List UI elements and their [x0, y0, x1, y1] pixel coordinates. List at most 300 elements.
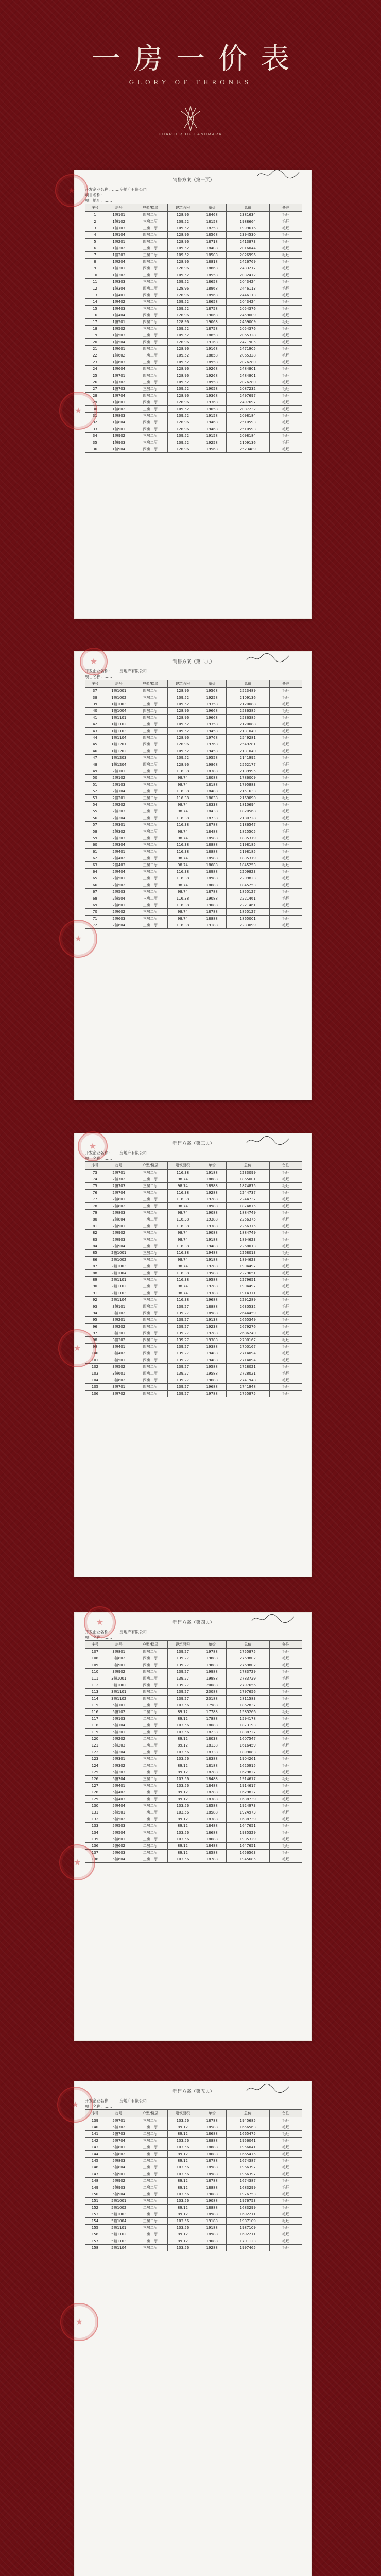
table-cell: 三房二厅 — [133, 1236, 167, 1243]
table-cell: 四房二厅 — [133, 1377, 167, 1384]
sheet-meta-line: 项目名称：…… — [85, 674, 112, 679]
table-cell: 三房二厅 — [133, 875, 167, 882]
table-cell: 6 — [85, 245, 105, 252]
table-row — [85, 1324, 302, 1330]
table-cell: 128.96 — [167, 292, 198, 299]
column-header: 单价 — [198, 204, 226, 212]
table-cell: 139.27 — [167, 1317, 198, 1324]
table-cell: 72 — [85, 922, 105, 929]
table-cell: 三房二厅 — [133, 795, 167, 802]
table-row — [85, 1330, 302, 1337]
table-row — [85, 1669, 302, 1675]
table-cell: 毛坯 — [269, 2171, 302, 2178]
table-cell: 1855127 — [226, 909, 269, 916]
table-cell: 三房二厅 — [133, 842, 167, 849]
table-cell: 四房二厅 — [133, 741, 167, 748]
table-cell: 毛坯 — [269, 245, 302, 252]
table-cell: 109.52 — [167, 332, 198, 339]
table-cell: 2549281 — [226, 741, 269, 748]
table-cell: 142 — [85, 2138, 105, 2144]
table-row — [85, 782, 302, 788]
table-cell: 2783729 — [226, 1675, 269, 1682]
table-cell: 二房二厅 — [133, 1796, 167, 1803]
table-cell: 3幢801 — [105, 1649, 133, 1655]
table-row — [85, 1850, 302, 1856]
table-cell: 1924973 — [226, 1809, 269, 1816]
table-cell: 1幢602 — [105, 352, 133, 359]
table-cell: 2549281 — [226, 735, 269, 741]
table-cell: 89.12 — [167, 1742, 198, 1749]
table-cell: 109.52 — [167, 748, 198, 755]
table-cell: 二房二厅 — [133, 1716, 167, 1722]
table-cell: 2233099 — [226, 922, 269, 929]
table-cell: 毛坯 — [269, 265, 302, 272]
table-cell: 109.52 — [167, 439, 198, 446]
table-cell: 2811583 — [226, 1696, 269, 1702]
table-cell: 毛坯 — [269, 446, 302, 453]
table-cell: 92 — [85, 1297, 105, 1303]
table-cell: 5幢802 — [105, 2151, 133, 2158]
sheet-meta-line: 项目名称：…… — [85, 2104, 112, 2109]
table-cell: 四房二厅 — [133, 715, 167, 721]
table-cell: 39 — [85, 701, 105, 708]
table-cell: 103.56 — [167, 1729, 198, 1736]
table-cell: 毛坯 — [269, 1769, 302, 1776]
table-cell: 毛坯 — [269, 1843, 302, 1850]
table-cell: 19388 — [198, 1344, 226, 1350]
table-row — [85, 1230, 302, 1236]
table-cell: 136 — [85, 1843, 105, 1850]
table-row — [85, 1736, 302, 1742]
table-cell: 毛坯 — [269, 2178, 302, 2184]
table-row — [85, 1190, 302, 1196]
table-cell: 四房二厅 — [133, 1669, 167, 1675]
table-row — [85, 225, 302, 232]
table-cell: 1674387 — [226, 2178, 269, 2184]
column-header: 户型/楼层 — [133, 1162, 167, 1170]
table-cell: 2幢104 — [105, 788, 133, 795]
table-row — [85, 426, 302, 433]
table-cell: 19088 — [198, 2238, 226, 2245]
table-cell: 139.27 — [167, 1384, 198, 1391]
table-row — [85, 875, 302, 882]
table-cell: 128.96 — [167, 319, 198, 326]
table-cell: 三房二厅 — [133, 2191, 167, 2198]
table-cell: 103.56 — [167, 2164, 198, 2171]
table-cell: 18968 — [198, 285, 226, 292]
sheet-title: 销售方案（第三页） — [172, 1141, 215, 1146]
table-cell: 5幢902 — [105, 2178, 133, 2184]
table-cell: 18488 — [198, 1823, 226, 1829]
table-cell: 156 — [85, 2231, 105, 2238]
table-cell: 18588 — [198, 2124, 226, 2131]
table-cell: 13 — [85, 292, 105, 299]
table-cell: 三房二厅 — [133, 694, 167, 701]
table-cell: 8 — [85, 259, 105, 265]
table-cell: 19288 — [198, 2245, 226, 2251]
column-header: 单价 — [198, 1641, 226, 1649]
table-cell: 53 — [85, 795, 105, 802]
table-cell: 三房二厅 — [133, 828, 167, 835]
table-cell: 2769802 — [226, 1655, 269, 1662]
table-cell: 133 — [85, 1823, 105, 1829]
table-row — [85, 1655, 302, 1662]
table-cell: 毛坯 — [269, 1682, 302, 1689]
table-cell: 2484801 — [226, 372, 269, 379]
table-cell: 5幢104 — [105, 1722, 133, 1729]
table-cell: 2098184 — [226, 433, 269, 439]
column-header: 房号 — [105, 1641, 133, 1649]
table-cell: 三房二厅 — [133, 1183, 167, 1190]
table-cell: 74 — [85, 1176, 105, 1183]
table-cell: 毛坯 — [269, 359, 302, 366]
table-cell: 19138 — [198, 1317, 226, 1324]
table-cell: 二房二厅 — [133, 1850, 167, 1856]
table-cell: 1585266 — [226, 1709, 269, 1716]
table-cell: 18888 — [198, 1303, 226, 1310]
table-cell: 四房二厅 — [133, 761, 167, 768]
table-cell: 毛坯 — [269, 1789, 302, 1796]
table-cell: 四房二厅 — [133, 1649, 167, 1655]
table-row — [85, 346, 302, 352]
table-cell: 三房二厅 — [133, 775, 167, 782]
table-cell: 98.74 — [167, 855, 198, 862]
table-cell: 5幢101 — [105, 1702, 133, 1709]
table-cell: 2幢202 — [105, 802, 133, 808]
table-cell: 三房二厅 — [133, 1729, 167, 1736]
table-header-row — [85, 1641, 302, 1649]
table-cell: 四房二厅 — [133, 319, 167, 326]
table-cell: 四房二厅 — [133, 1370, 167, 1377]
table-cell: 103.56 — [167, 2218, 198, 2225]
table-cell: 三房二厅 — [133, 1196, 167, 1203]
table-cell: 18658 — [198, 279, 226, 285]
table-cell: 151 — [85, 2198, 105, 2205]
table-cell: 毛坯 — [269, 218, 302, 225]
table-cell: 1638739 — [226, 1816, 269, 1823]
table-cell: 109.52 — [167, 326, 198, 332]
table-cell: 三房二厅 — [133, 855, 167, 862]
table-cell: 139.27 — [167, 1310, 198, 1317]
table-cell: 19088 — [198, 895, 226, 902]
table-cell: 毛坯 — [269, 708, 302, 715]
table-cell: 103.56 — [167, 2117, 198, 2124]
table-cell: 毛坯 — [269, 922, 302, 929]
table-cell: 四房二厅 — [133, 366, 167, 372]
table-cell: 三房二厅 — [133, 1190, 167, 1196]
table-cell: 109.52 — [167, 433, 198, 439]
table-cell: 128.96 — [167, 741, 198, 748]
table-cell: 5幢1101 — [105, 2225, 133, 2231]
table-cell: 毛坯 — [269, 225, 302, 232]
table-cell: 2幢504 — [105, 895, 133, 902]
table-cell: 2741948 — [226, 1384, 269, 1391]
table-cell: 18288 — [198, 1789, 226, 1796]
table-cell: 19668 — [198, 708, 226, 715]
table-cell: 109.52 — [167, 306, 198, 312]
table-cell: 19368 — [198, 399, 226, 406]
table-cell: 1976753 — [226, 2198, 269, 2205]
table-cell: 毛坯 — [269, 1709, 302, 1716]
table-row — [85, 748, 302, 755]
table-cell: 毛坯 — [269, 312, 302, 319]
table-cell: 1935329 — [226, 1829, 269, 1836]
table-row — [85, 1809, 302, 1816]
table-row — [85, 239, 302, 245]
table-cell: 1幢903 — [105, 439, 133, 446]
table-cell: 80 — [85, 1216, 105, 1223]
table-row — [85, 735, 302, 741]
table-cell: 116 — [85, 1709, 105, 1716]
table-cell: 毛坯 — [269, 1762, 302, 1769]
table-row — [85, 1236, 302, 1243]
table-cell: 19058 — [198, 406, 226, 413]
table-cell: 毛坯 — [269, 889, 302, 895]
table-cell: 毛坯 — [269, 239, 302, 245]
table-cell: 毛坯 — [269, 815, 302, 822]
table-cell: 104 — [85, 1377, 105, 1384]
table-row — [85, 1749, 302, 1756]
table-row — [85, 245, 302, 252]
table-cell: 毛坯 — [269, 1384, 302, 1391]
table-cell: 1976753 — [226, 2191, 269, 2198]
table-row — [85, 1796, 302, 1803]
table-cell: 毛坯 — [269, 352, 302, 359]
table-cell: 20088 — [198, 1682, 226, 1689]
table-cell: 18988 — [198, 1183, 226, 1190]
table-cell: 2510593 — [226, 419, 269, 426]
table-cell: 毛坯 — [269, 849, 302, 855]
column-header: 建筑面积 — [167, 1162, 198, 1170]
table-cell: 三房二厅 — [133, 359, 167, 366]
table-cell: 5幢504 — [105, 1829, 133, 1836]
table-cell: 110 — [85, 1669, 105, 1675]
table-cell: 毛坯 — [269, 2211, 302, 2218]
table-cell: 1665475 — [226, 2151, 269, 2158]
table-cell: 128.96 — [167, 212, 198, 218]
table-cell: 19558 — [198, 755, 226, 761]
table-cell: 毛坯 — [269, 212, 302, 218]
table-cell: 1幢503 — [105, 332, 133, 339]
table-row — [85, 1210, 302, 1216]
table-cell: 19588 — [198, 1270, 226, 1277]
table-cell: 5幢701 — [105, 2117, 133, 2124]
table-row — [85, 1216, 302, 1223]
table-cell: 139.27 — [167, 1662, 198, 1669]
table-cell: 17788 — [198, 1709, 226, 1716]
table-row — [85, 775, 302, 782]
table-cell: 2523489 — [226, 688, 269, 694]
table-cell: 毛坯 — [269, 1823, 302, 1829]
table-cell: 三房二厅 — [133, 225, 167, 232]
table-cell: 2209823 — [226, 869, 269, 875]
table-cell: 1幢1001 — [105, 688, 133, 694]
table-cell: 毛坯 — [269, 1783, 302, 1789]
table-cell: 132 — [85, 1816, 105, 1823]
table-cell: 三房二厅 — [133, 1223, 167, 1230]
table-row — [85, 1170, 302, 1176]
table-cell: 19088 — [198, 2191, 226, 2198]
table-row — [85, 715, 302, 721]
table-row — [85, 1183, 302, 1190]
table-cell: 112 — [85, 1682, 105, 1689]
table-cell: 148 — [85, 2178, 105, 2184]
table-cell: 四房二厅 — [133, 1337, 167, 1344]
table-cell: 1956041 — [226, 2138, 269, 2144]
table-cell: 14 — [85, 299, 105, 306]
table-cell: 1956041 — [226, 2144, 269, 2151]
table-cell: 四房二厅 — [133, 1357, 167, 1364]
table-cell: 四房二厅 — [133, 1303, 167, 1310]
table-cell: 89.12 — [167, 1816, 198, 1823]
table-cell: 毛坯 — [269, 1809, 302, 1816]
table-cell: 5幢201 — [105, 1729, 133, 1736]
table-cell: 1幢403 — [105, 306, 133, 312]
page-title: 一房一价表 — [92, 42, 303, 76]
table-row — [85, 2178, 302, 2184]
table-cell: 三房二厅 — [133, 889, 167, 895]
table-cell: 三房二厅 — [133, 379, 167, 386]
table-cell: 2714094 — [226, 1350, 269, 1357]
table-cell: 116.38 — [167, 1243, 198, 1250]
table-cell: 三房二厅 — [133, 782, 167, 788]
table-cell: 毛坯 — [269, 1856, 302, 1863]
table-cell: 19088 — [198, 1210, 226, 1216]
table-cell: 2幢402 — [105, 855, 133, 862]
table-cell: 1幢902 — [105, 433, 133, 439]
table-cell: 87 — [85, 1263, 105, 1270]
table-cell: 毛坯 — [269, 768, 302, 775]
table-cell: 毛坯 — [269, 795, 302, 802]
table-cell: 19488 — [198, 1357, 226, 1364]
table-cell: 2054376 — [226, 326, 269, 332]
table-cell: 98.74 — [167, 1203, 198, 1210]
table-cell: 2433217 — [226, 265, 269, 272]
table-cell: 3幢102 — [105, 1310, 133, 1317]
table-cell: 50 — [85, 775, 105, 782]
table-row — [85, 419, 302, 426]
table-cell: 108 — [85, 1655, 105, 1662]
table-cell: 毛坯 — [269, 1183, 302, 1190]
table-cell: 毛坯 — [269, 1357, 302, 1364]
table-cell: 三房二厅 — [133, 352, 167, 359]
table-cell: 19768 — [198, 735, 226, 741]
table-cell: 2209823 — [226, 875, 269, 882]
table-cell: 1幢301 — [105, 265, 133, 272]
table-row — [85, 265, 302, 272]
table-row — [85, 2151, 302, 2158]
table-cell: 18588 — [198, 855, 226, 862]
table-cell: 109 — [85, 1662, 105, 1669]
table-cell: 19 — [85, 332, 105, 339]
column-header: 备注 — [269, 2110, 302, 2117]
table-cell: 2幢201 — [105, 795, 133, 802]
table-cell: 89.12 — [167, 1716, 198, 1722]
table-cell: 122 — [85, 1749, 105, 1756]
table-cell: 2054376 — [226, 306, 269, 312]
table-row — [85, 1250, 302, 1257]
table-cell: 19988 — [198, 1675, 226, 1682]
seal-stamp-icon — [55, 174, 88, 207]
table-cell: 89.12 — [167, 2205, 198, 2211]
sheet-meta-line: 项目地址：…… — [85, 198, 112, 203]
table-cell: 18818 — [198, 259, 226, 265]
table-cell: 1988664 — [226, 218, 269, 225]
table-cell: 3幢1001 — [105, 1675, 133, 1682]
table-cell: 109.52 — [167, 218, 198, 225]
column-header: 备注 — [269, 1162, 302, 1170]
table-cell: 128.96 — [167, 372, 198, 379]
table-row — [85, 1310, 302, 1317]
table-cell: 1629827 — [226, 1769, 269, 1776]
table-cell: 128.96 — [167, 446, 198, 453]
table-cell: 33 — [85, 426, 105, 433]
table-cell: 二房二厅 — [133, 2151, 167, 2158]
table-cell: 18588 — [198, 1803, 226, 1809]
table-cell: 1616459 — [226, 1742, 269, 1749]
column-header: 房号 — [105, 2110, 133, 2117]
table-cell: 毛坯 — [269, 1324, 302, 1330]
table-cell: 毛坯 — [269, 2124, 302, 2131]
table-cell: 毛坯 — [269, 379, 302, 386]
table-cell: 1873193 — [226, 1722, 269, 1729]
table-cell: 二房二厅 — [133, 2205, 167, 2211]
table-cell: 四房二厅 — [133, 1384, 167, 1391]
table-cell: 19458 — [198, 728, 226, 735]
table-header-row — [85, 680, 302, 688]
table-cell: 2幢1002 — [105, 1257, 133, 1263]
table-cell: 1884749 — [226, 1210, 269, 1216]
table-cell: 19058 — [198, 386, 226, 393]
table-cell: 100 — [85, 1350, 105, 1357]
table-cell: 2幢502 — [105, 882, 133, 889]
table-cell: 二房二厅 — [133, 1823, 167, 1829]
table-cell: 2幢1101 — [105, 1277, 133, 1283]
table-cell: 12 — [85, 285, 105, 292]
table-cell: 19388 — [198, 1223, 226, 1230]
table-row — [85, 1290, 302, 1297]
table-cell: 三房二厅 — [133, 406, 167, 413]
table-cell: 89.12 — [167, 2184, 198, 2191]
table-cell: 2幢401 — [105, 849, 133, 855]
table-cell: 毛坯 — [269, 2164, 302, 2171]
table-cell: 109.52 — [167, 386, 198, 393]
table-cell: 2180728 — [226, 815, 269, 822]
table-cell: 9 — [85, 265, 105, 272]
table-cell: 5幢502 — [105, 1816, 133, 1823]
table-cell: 四房二厅 — [133, 426, 167, 433]
table-row — [85, 1662, 302, 1669]
table-cell: 毛坯 — [269, 802, 302, 808]
table-cell: 21 — [85, 346, 105, 352]
table-cell: 毛坯 — [269, 701, 302, 708]
table-cell: 毛坯 — [269, 1729, 302, 1736]
table-cell: 毛坯 — [269, 1250, 302, 1257]
table-cell: 18788 — [198, 2178, 226, 2184]
table-cell: 毛坯 — [269, 909, 302, 916]
table-row — [85, 393, 302, 399]
table-cell: 98.74 — [167, 1257, 198, 1263]
table-cell: 毛坯 — [269, 2151, 302, 2158]
table-cell: 116.38 — [167, 849, 198, 855]
table-cell: 19988 — [198, 1669, 226, 1675]
table-cell: 2562177 — [226, 761, 269, 768]
table-cell: 三房二厅 — [133, 439, 167, 446]
table-cell: 70 — [85, 909, 105, 916]
column-header: 户型/楼层 — [133, 1641, 167, 1649]
table-cell: 130 — [85, 1803, 105, 1809]
table-cell: 98.74 — [167, 1230, 198, 1236]
